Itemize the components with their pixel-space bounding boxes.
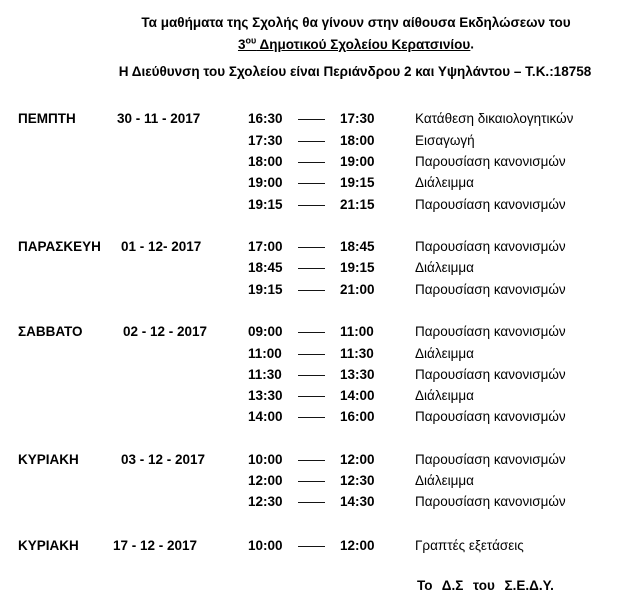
- activity: Παρουσίαση κανονισμών: [415, 324, 566, 339]
- dash: ——: [298, 260, 325, 275]
- activity: Διάλειμμα: [415, 260, 474, 275]
- activity: Παρουσίαση κανονισμών: [415, 239, 566, 254]
- end-time: 19:15: [340, 260, 375, 275]
- day-label: ΣΑΒΒΑΤΟ: [18, 324, 83, 339]
- end-time: 17:30: [340, 111, 375, 126]
- end-time: 19:00: [340, 154, 375, 169]
- start-time: 09:00: [248, 324, 283, 339]
- dash: ——: [298, 452, 325, 467]
- end-time: 12:00: [340, 538, 375, 553]
- end-time: 13:30: [340, 367, 375, 382]
- end-time: 14:30: [340, 494, 375, 509]
- end-time: 12:30: [340, 473, 375, 488]
- day-label: ΠΕΜΠΤΗ: [18, 111, 76, 126]
- header-school-name: Δημοτικού Σχολείου Κερατσινίου: [256, 36, 471, 52]
- dash: ——: [298, 239, 325, 254]
- start-time: 19:15: [248, 282, 283, 297]
- end-time: 18:45: [340, 239, 375, 254]
- end-time: 16:00: [340, 409, 375, 424]
- activity: Παρουσίαση κανονισμών: [415, 494, 566, 509]
- dash: ——: [298, 111, 325, 126]
- start-time: 12:00: [248, 473, 283, 488]
- header-number: 3: [237, 36, 246, 52]
- activity: Παρουσίαση κανονισμών: [415, 452, 566, 467]
- activity: Παρουσίαση κανονισμών: [415, 367, 566, 382]
- dash: ——: [298, 197, 325, 212]
- start-time: 16:30: [248, 111, 283, 126]
- day-date: 03 - 12 - 2017: [121, 452, 206, 467]
- end-time: 11:30: [340, 346, 374, 361]
- activity: Διάλειμμα: [415, 473, 474, 488]
- header-superscript: ου: [245, 35, 257, 45]
- header-line-1: Τα μαθήματα της Σχολής θα γίνουν στην αίθουσα Εκδηλώσεων του: [141, 15, 571, 30]
- start-time: 19:15: [248, 197, 283, 212]
- dash: ——: [298, 324, 325, 339]
- start-time: 10:00: [248, 452, 283, 467]
- header-period: .: [470, 36, 475, 52]
- dash: ——: [298, 282, 325, 297]
- start-time: 12:30: [248, 494, 283, 509]
- start-time: 10:00: [248, 538, 283, 553]
- day-label: ΠΑΡΑΣΚΕΥΗ: [18, 239, 101, 254]
- activity: Παρουσίαση κανονισμών: [415, 197, 566, 212]
- end-time: 19:15: [340, 175, 375, 190]
- day-date: 30 - 11 - 2017: [117, 111, 201, 126]
- day-label: ΚΥΡΙΑΚΗ: [18, 538, 79, 553]
- start-time: 14:00: [248, 409, 283, 424]
- dash: ——: [298, 346, 325, 361]
- start-time: 17:00: [248, 239, 283, 254]
- header-line-2: [96, 35, 616, 52]
- dash: ——: [298, 175, 325, 190]
- dash: ——: [298, 409, 325, 424]
- activity: Παρουσίαση κανονισμών: [415, 154, 566, 169]
- activity: Εισαγωγή: [415, 133, 475, 148]
- end-time: 12:00: [340, 452, 375, 467]
- start-time: 13:30: [248, 388, 283, 403]
- dash: ——: [298, 494, 325, 509]
- end-time: 21:15: [340, 197, 375, 212]
- dash: ——: [298, 388, 325, 403]
- activity: Διάλειμμα: [415, 346, 474, 361]
- activity: Παρουσίαση κανονισμών: [415, 282, 566, 297]
- start-time: 11:00: [248, 346, 282, 361]
- start-time: 17:30: [248, 133, 283, 148]
- activity: Διάλειμμα: [415, 388, 474, 403]
- start-time: 18:45: [248, 260, 283, 275]
- start-time: 11:30: [248, 367, 282, 382]
- dash: ——: [298, 538, 325, 553]
- dash: ——: [298, 473, 325, 488]
- dash: ——: [298, 133, 325, 148]
- end-time: 18:00: [340, 133, 375, 148]
- footer-signature: Το Δ.Σ του Σ.Ε.Δ.Υ.: [417, 578, 554, 593]
- dash: ——: [298, 367, 325, 382]
- activity: Διάλειμμα: [415, 175, 474, 190]
- day-label: ΚΥΡΙΑΚΗ: [18, 452, 79, 467]
- dash: ——: [298, 154, 325, 169]
- end-time: 21:00: [340, 282, 375, 297]
- header-address: Η Διεύθυνση του Σχολείου είναι Περιάνδρου 2 και Υψηλάντου – Τ.Κ.:18758: [118, 64, 592, 79]
- end-time: 11:00: [340, 324, 374, 339]
- activity: Γραπτές εξετάσεις: [415, 538, 524, 553]
- activity: Κατάθεση δικαιολογητικών: [415, 111, 574, 126]
- day-date: 02 - 12 - 2017: [123, 324, 208, 339]
- end-time: 14:00: [340, 388, 375, 403]
- start-time: 19:00: [248, 175, 283, 190]
- day-date: 17 - 12 - 2017: [113, 538, 198, 553]
- activity: Παρουσίαση κανονισμών: [415, 409, 566, 424]
- day-date: 01 - 12- 2017: [121, 239, 202, 254]
- start-time: 18:00: [248, 154, 283, 169]
